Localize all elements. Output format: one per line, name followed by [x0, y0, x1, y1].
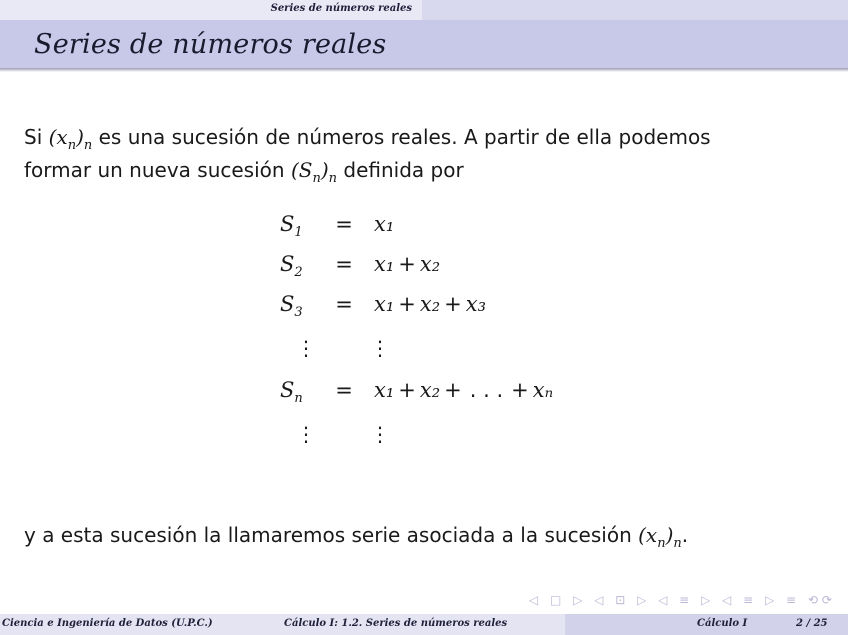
section-navigation-bar	[0, 0, 848, 20]
math-s-n: $(S_n)_n$	[290, 158, 338, 186]
equation-row-2	[270, 252, 690, 288]
equals-sign: =	[335, 212, 353, 236]
vertical-dots-rhs: ⋮	[370, 422, 390, 446]
vertical-dots-lhs: ⋮	[296, 336, 316, 360]
section-bar-filler	[422, 0, 848, 20]
current-section-tab[interactable]	[0, 0, 422, 20]
intro-line-2	[24, 154, 464, 195]
footer-short-title: Cálculo I: 1.2. Series de números reales	[284, 618, 508, 629]
equation-row-n	[270, 378, 690, 414]
footer-course: Cálculo I	[697, 618, 748, 629]
equation-rhs: x₁ + x₂	[374, 252, 441, 276]
equation-lhs: $S_2$	[280, 252, 303, 281]
beamer-navigation-icons[interactable]: ◁ □ ▷ ◁ ⊡ ▷ ◁ ≡ ▷ ◁ ≡ ▷ ≡ ⟲⟳	[528, 593, 836, 607]
text-fragment: definida por	[337, 158, 464, 182]
text-fragment: es una sucesión de números reales. A partir de ella podemos	[92, 125, 711, 149]
text-fragment: y a esta sucesión la llamaremos serie asociada a la sucesión	[24, 523, 639, 547]
equation-lhs: $S_1$	[280, 212, 303, 241]
math-x-n: $(x_n)_n$	[48, 125, 93, 153]
footer-bar	[0, 614, 848, 635]
equation-rhs: x₁ + x₂ + x₃	[374, 292, 487, 316]
text-fragment: .	[681, 523, 689, 547]
section-label: Series de números reales	[270, 3, 412, 14]
vertical-dots-lhs: ⋮	[296, 422, 316, 446]
frame-title: Series de números reales	[34, 29, 387, 60]
text-fragment: Si	[24, 125, 49, 149]
equation-lhs: $S_3$	[280, 292, 303, 321]
equals-sign: =	[335, 252, 353, 276]
equation-rhs: x₁	[374, 212, 395, 236]
equals-sign: =	[335, 378, 353, 402]
text-fragment: formar un nueva sucesión	[24, 158, 291, 182]
footer-author: Ciencia e Ingeniería de Datos (U.P.C.)	[2, 618, 213, 629]
equation-row-1	[270, 212, 690, 248]
math-x-n: $(x_n)_n$	[638, 523, 682, 551]
vertical-dots-rhs: ⋮	[370, 336, 390, 360]
equation-rhs: x₁ + x₂ + . . . + xₙ	[374, 378, 554, 402]
equals-sign: =	[335, 292, 353, 316]
title-bar-shadow	[0, 68, 848, 72]
equation-lhs: $S_n$	[280, 378, 303, 407]
frame-title-bar	[0, 20, 848, 68]
equation-row-3	[270, 292, 690, 328]
closing-line	[24, 519, 688, 560]
footer-page-number: 2 / 25	[796, 618, 828, 629]
